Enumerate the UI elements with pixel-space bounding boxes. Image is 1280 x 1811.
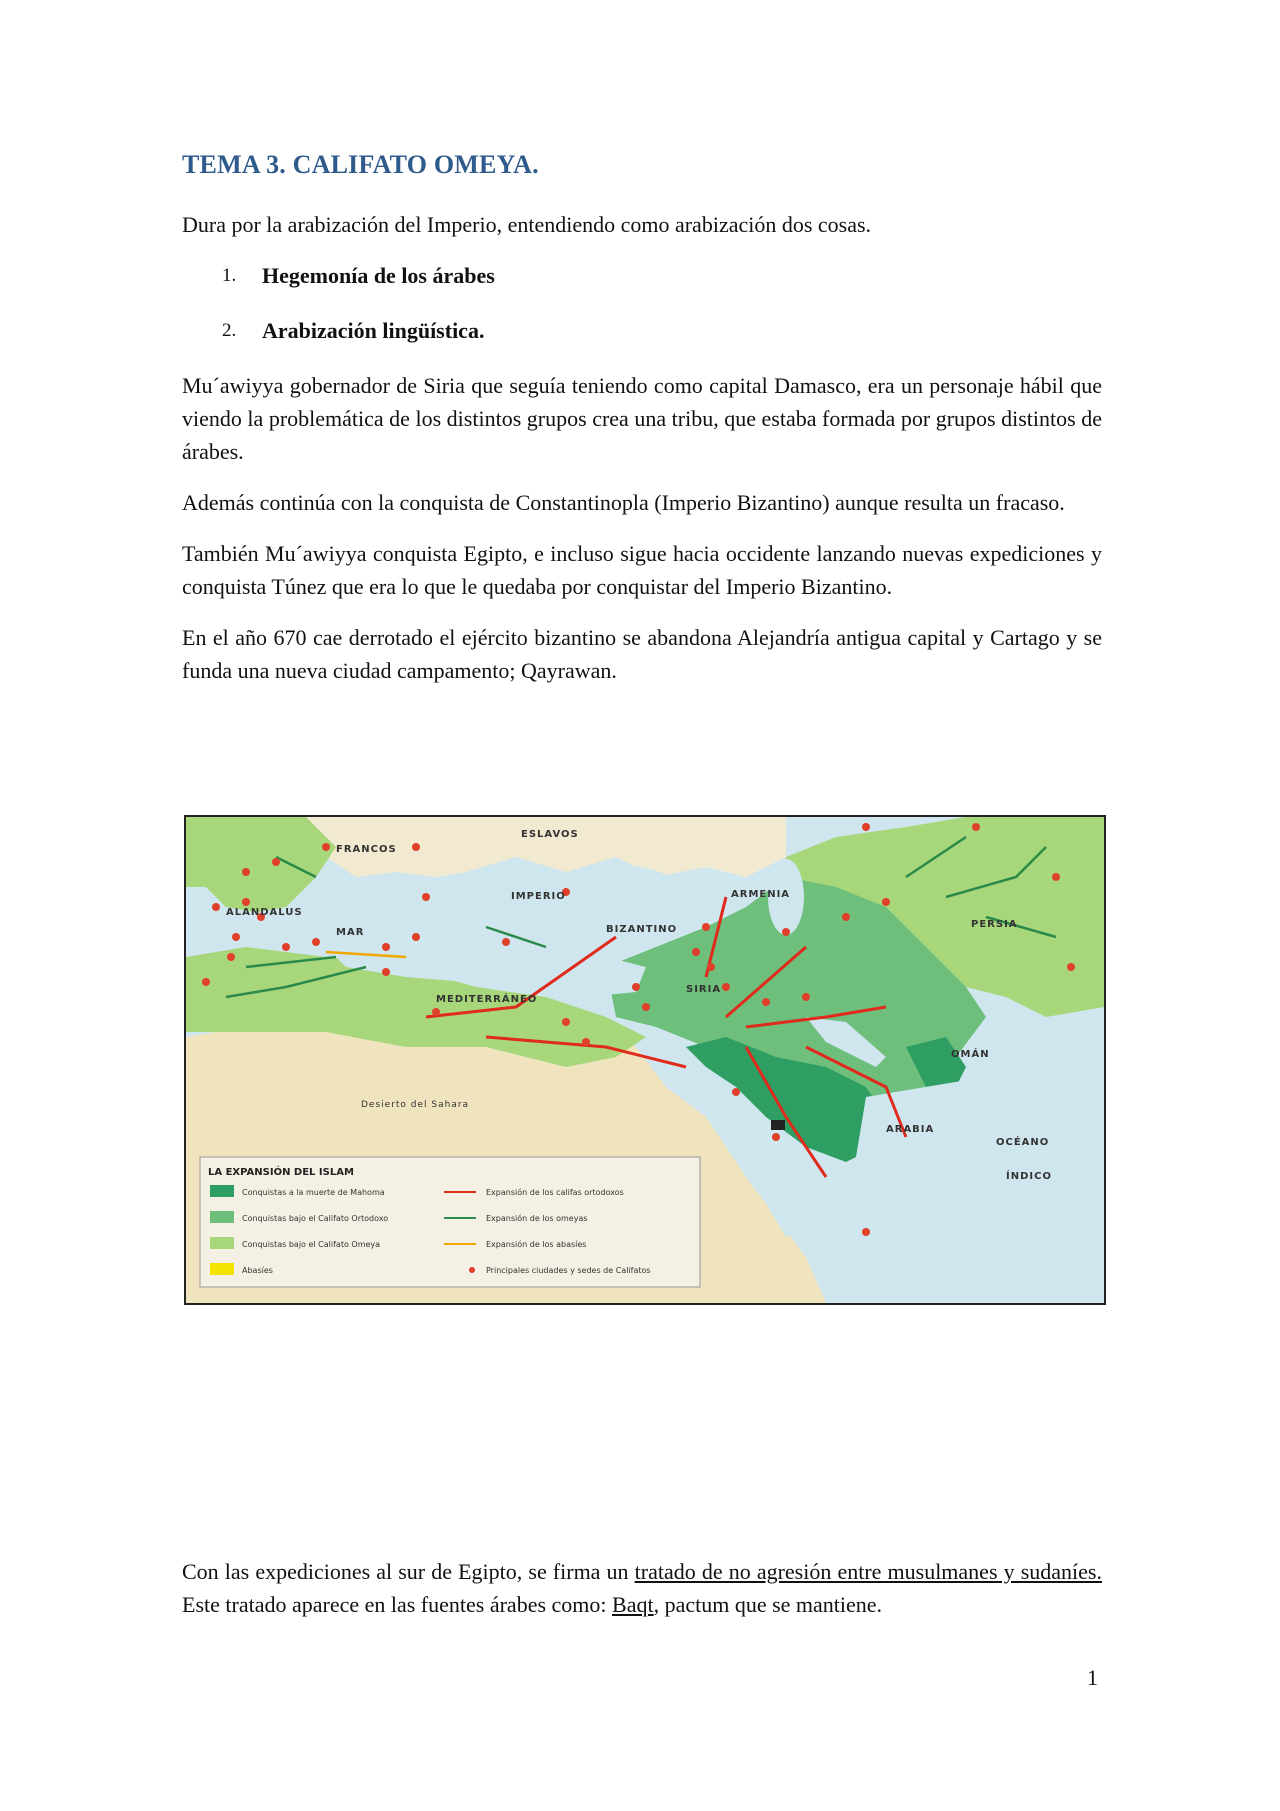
legend-item: Abasíes (242, 1266, 273, 1275)
map-label: OMÁN (951, 1049, 990, 1060)
treaty-link: tratado de no agresión entre musulmanes y sudaníes. (634, 1559, 1102, 1584)
map-label: ALANDALUS (226, 907, 303, 918)
map-svg (186, 817, 1104, 1303)
final-paragraph (182, 1555, 1102, 1621)
map-label: PERSIA (971, 919, 1018, 930)
map-label: BIZANTINO (606, 924, 678, 935)
map-label: ESLAVOS (521, 829, 579, 840)
map-label: Desierto del Sahara (361, 1100, 470, 1110)
map-label: ARMENIA (731, 889, 791, 900)
final-text: Este tratado aparece en las fuentes árabes como: (182, 1592, 613, 1617)
final-text: Con las expediciones al sur de Egipto, se firma un (182, 1559, 635, 1584)
map-legend (200, 1157, 700, 1287)
islam-expansion-map (184, 815, 1106, 1305)
map-label: MEDITERRÁNEO (436, 994, 538, 1005)
legend-title: LA EXPANSIÓN DEL ISLAM (208, 1167, 354, 1178)
legend-item: Conquistas bajo el Califato Omeya (242, 1240, 381, 1249)
legend-item: Conquistas a la muerte de Mahoma (242, 1188, 385, 1197)
content (182, 150, 1102, 687)
page-number: 1 (1087, 1665, 1098, 1690)
intro-paragraph: Dura por la arabización del Imperio, entendiendo como arabización dos cosas. (182, 212, 872, 237)
numbered-list (182, 259, 1102, 347)
final-text: , pactum que se mantiene. (653, 1592, 883, 1617)
map-label: ÍNDICO (1006, 1171, 1052, 1182)
list-item (182, 259, 1102, 292)
map-label: MAR (336, 927, 365, 938)
baqt-term: Baqt (612, 1592, 654, 1617)
map-label: IMPERIO (511, 891, 566, 902)
legend-item: Principales ciudades y sedes de Califatos (486, 1266, 651, 1275)
map-label: FRANCOS (336, 844, 397, 855)
paragraph-670: En el año 670 cae derrotado el ejército bizantino se abandona Alejandría antigua capital y Cartago y se funda una nueva ciudad campamento; Qayrawan. (182, 625, 1102, 683)
legend-item: Expansión de los abasíes (486, 1240, 587, 1249)
map-label: ARABIA (886, 1124, 935, 1135)
paragraph-egipto: También Mu´awiyya conquista Egipto, e incluso sigue hacia occidente lanzando nuevas expediciones y conquista Túnez que era lo que le quedaba por conquistar del Imperio Bizantino. (182, 541, 1102, 599)
page-title: TEMA 3. CALIFATO OMEYA. (182, 150, 539, 179)
legend-item: Expansión de los califas ortodoxos (486, 1188, 624, 1197)
legend-item: Expansión de los omeyas (486, 1214, 588, 1223)
list-number: 1. (222, 265, 237, 286)
legend-item: Conquistas bajo el Califato Ortodoxo (242, 1214, 389, 1223)
list-number: 2. (222, 320, 237, 341)
map-label: OCÉANO (996, 1137, 1050, 1148)
map-label: SIRIA (686, 984, 722, 995)
final-paragraph-block (182, 1555, 1102, 1621)
list-text: Hegemonía de los árabes (262, 263, 495, 288)
paragraph-constantinopla: Además continúa con la conquista de Constantinopla (Imperio Bizantino) aunque resulta un fracaso. (182, 490, 1065, 515)
list-item (182, 314, 1102, 347)
list-text: Arabización lingüística. (262, 318, 485, 343)
paragraph-muawiyya: Mu´awiyya gobernador de Siria que seguía teniendo como capital Damasco, era un personaje hábil que viendo la problemática de los distintos grupos crea una tribu, que estaba formada por grupos distintos de árabes. (182, 373, 1102, 464)
